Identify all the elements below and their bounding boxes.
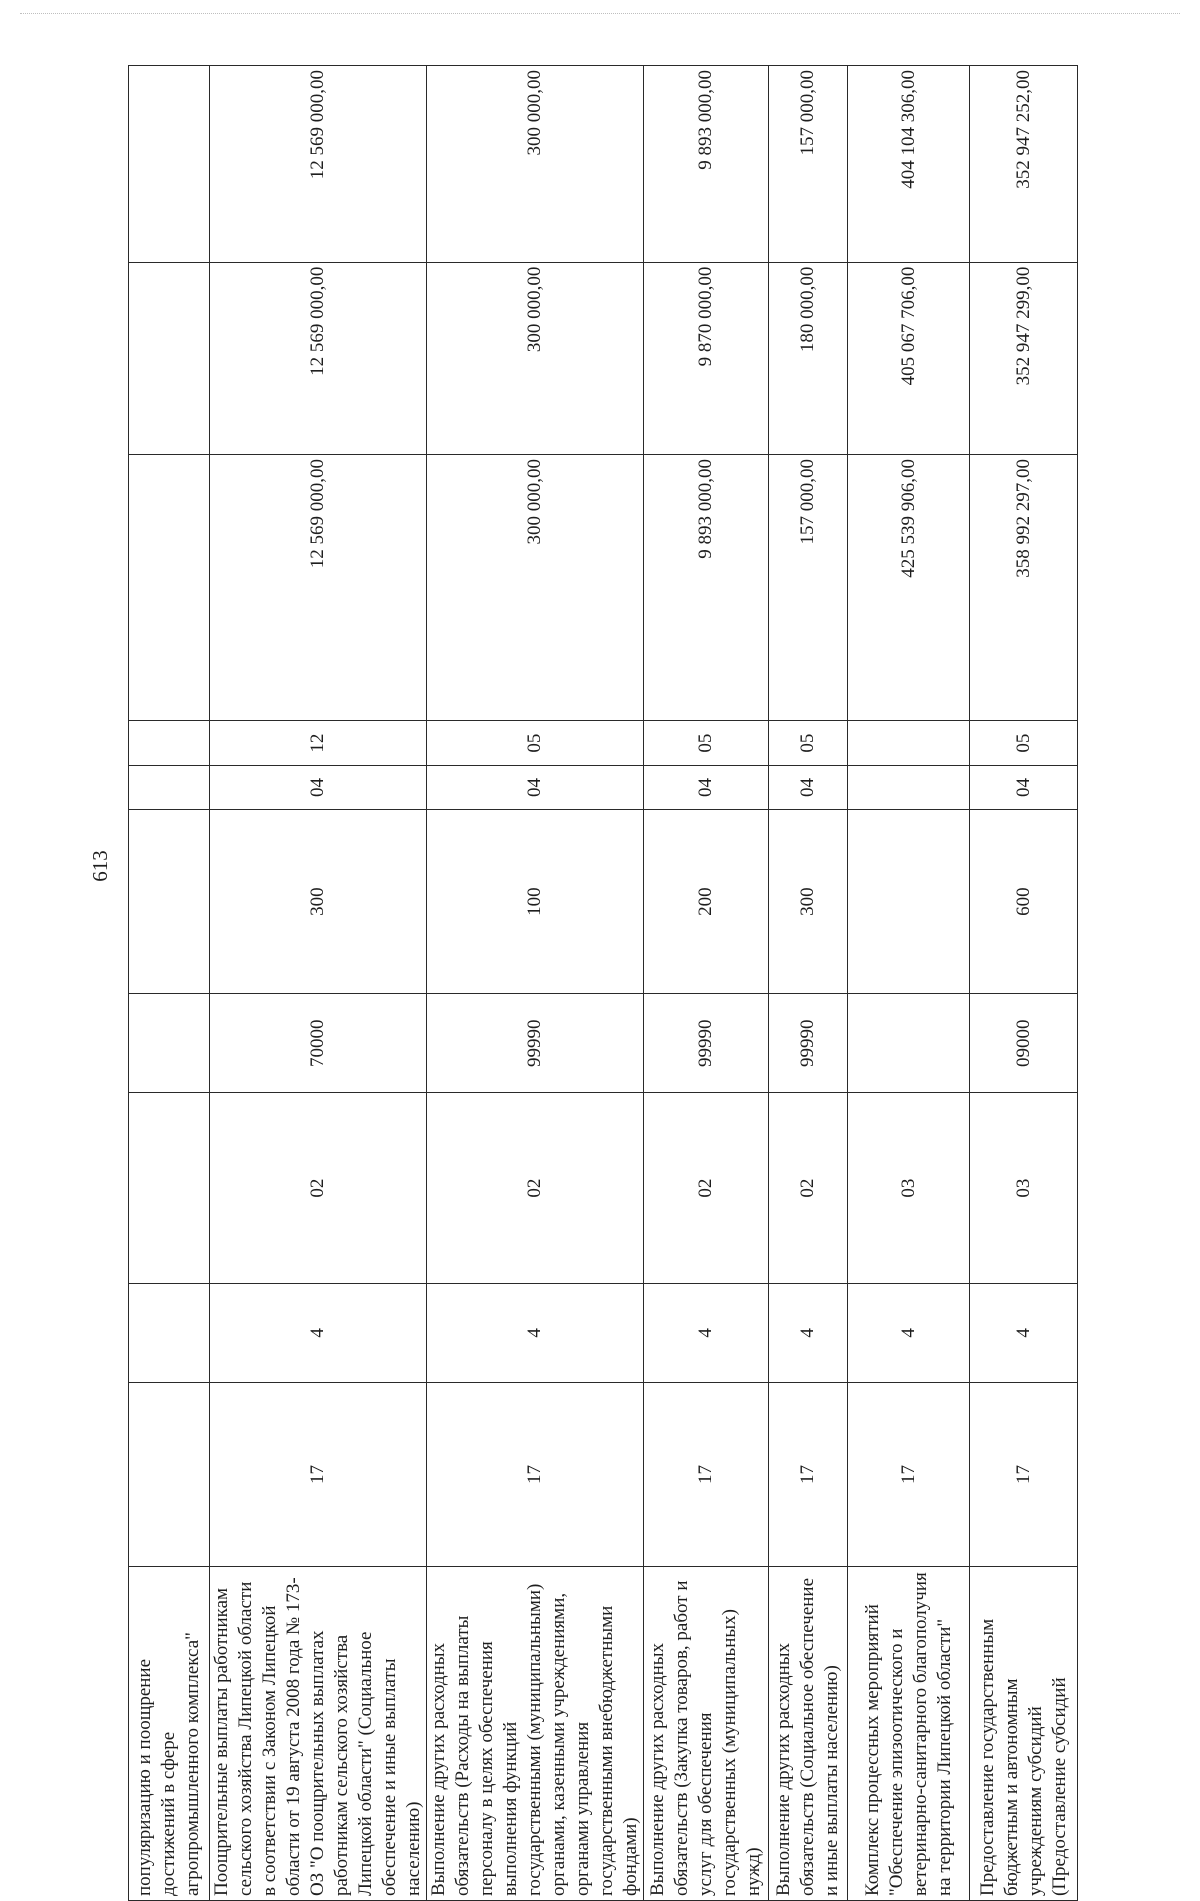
code-cell: 17 xyxy=(210,1383,427,1567)
expense-type-cell: 300 xyxy=(769,810,848,994)
row-name: Выполнение других расходных обязательств (Социальное обеспечение и иные выплаты населению) xyxy=(769,1566,848,1900)
amount-year3-cell: 9 893 000,00 xyxy=(644,66,769,263)
section-cell: 4 xyxy=(210,1283,427,1382)
amount-year2-cell xyxy=(129,262,210,454)
table-row xyxy=(427,66,644,1901)
program-cell: 70000 xyxy=(210,994,427,1093)
amount-year3-cell: 352 947 252,00 xyxy=(970,66,1078,263)
row-name: Поощрительные выплаты работникам сельского хозяйства Липецкой области в соответствии с Законом Липецкой области от 19 августа 2008 года № 173-ОЗ "О поощрительных выплатах работникам сельского хозяйства Липецкой области" (Социальное обеспечение и иные выплаты населению) xyxy=(210,1566,427,1900)
expense-type-cell xyxy=(129,810,210,994)
article-part2-cell: 05 xyxy=(970,721,1078,765)
subsection-cell xyxy=(129,1093,210,1283)
table-row xyxy=(210,66,427,1901)
row-name: Выполнение других расходных обязательств (Закупка товаров, работ и услуг для обеспечения государственных (муниципальных) нужд) xyxy=(644,1566,769,1900)
row-name: Предоставление государственным бюджетным и автономным учреждениям субсидий (Предоставление субсидий xyxy=(970,1566,1078,1900)
top-border-line xyxy=(20,13,1180,14)
amount-year3-cell xyxy=(129,66,210,263)
table-row xyxy=(848,66,970,1901)
rotated-page-content xyxy=(128,65,1076,1901)
expense-type-cell: 300 xyxy=(210,810,427,994)
article-part2-cell xyxy=(848,721,970,765)
row-name: Выполнение других расходных обязательств (Расходы на выплаты персоналу в целях обеспечения выполнения функций государственными (муниципальными) органами, казенными учреждениями, органами управления государственными внебюджетными фондами) xyxy=(427,1566,644,1900)
section-cell xyxy=(129,1283,210,1382)
section-cell: 4 xyxy=(644,1283,769,1382)
amount-year2-cell: 352 947 299,00 xyxy=(970,262,1078,454)
subsection-cell: 03 xyxy=(970,1093,1078,1283)
code-cell: 17 xyxy=(970,1383,1078,1567)
amount-year3-cell: 12 569 000,00 xyxy=(210,66,427,263)
section-cell: 4 xyxy=(848,1283,970,1382)
amount-year3-cell: 157 000,00 xyxy=(769,66,848,263)
table-row xyxy=(129,66,210,1901)
code-cell: 17 xyxy=(644,1383,769,1567)
program-cell: 09000 xyxy=(970,994,1078,1093)
article-part1-cell xyxy=(848,765,970,809)
subsection-cell: 02 xyxy=(644,1093,769,1283)
article-part1-cell: 04 xyxy=(769,765,848,809)
amount-year3-cell: 404 104 306,00 xyxy=(848,66,970,263)
row-name: популяризацию и поощрение достижений в сфере агропромышленного комплекса" xyxy=(129,1566,210,1900)
amount-year1-cell: 300 000,00 xyxy=(427,455,644,721)
section-cell: 4 xyxy=(427,1283,644,1382)
expense-type-cell: 600 xyxy=(970,810,1078,994)
page-number: 613 xyxy=(88,850,112,882)
article-part1-cell: 04 xyxy=(210,765,427,809)
code-cell xyxy=(129,1383,210,1567)
row-name: Комплекс процессных мероприятий "Обеспечение эпизоотического и ветеринарно-санитарного благополучия на территории Липецкой области" xyxy=(848,1566,970,1900)
amount-year1-cell: 358 992 297,00 xyxy=(970,455,1078,721)
article-part1-cell xyxy=(129,765,210,809)
expense-type-cell: 100 xyxy=(427,810,644,994)
amount-year3-cell: 300 000,00 xyxy=(427,66,644,263)
table-row xyxy=(769,66,848,1901)
amount-year2-cell: 180 000,00 xyxy=(769,262,848,454)
amount-year1-cell: 157 000,00 xyxy=(769,455,848,721)
program-cell: 99990 xyxy=(644,994,769,1093)
code-cell: 17 xyxy=(769,1383,848,1567)
amount-year1-cell xyxy=(129,455,210,721)
article-part2-cell: 12 xyxy=(210,721,427,765)
program-cell xyxy=(129,994,210,1093)
table-row xyxy=(970,66,1078,1901)
program-cell xyxy=(848,994,970,1093)
amount-year2-cell: 9 870 000,00 xyxy=(644,262,769,454)
amount-year1-cell: 12 569 000,00 xyxy=(210,455,427,721)
table-row xyxy=(644,66,769,1901)
expense-type-cell: 200 xyxy=(644,810,769,994)
amount-year2-cell: 405 067 706,00 xyxy=(848,262,970,454)
amount-year2-cell: 300 000,00 xyxy=(427,262,644,454)
program-cell: 99990 xyxy=(769,994,848,1093)
section-cell: 4 xyxy=(970,1283,1078,1382)
amount-year1-cell: 425 539 906,00 xyxy=(848,455,970,721)
article-part1-cell: 04 xyxy=(644,765,769,809)
article-part2-cell xyxy=(129,721,210,765)
article-part2-cell: 05 xyxy=(427,721,644,765)
code-cell: 17 xyxy=(848,1383,970,1567)
expense-type-cell xyxy=(848,810,970,994)
article-part2-cell: 05 xyxy=(769,721,848,765)
section-cell: 4 xyxy=(769,1283,848,1382)
article-part1-cell: 04 xyxy=(427,765,644,809)
subsection-cell: 02 xyxy=(427,1093,644,1283)
amount-year1-cell: 9 893 000,00 xyxy=(644,455,769,721)
subsection-cell: 03 xyxy=(848,1093,970,1283)
subsection-cell: 02 xyxy=(210,1093,427,1283)
article-part2-cell: 05 xyxy=(644,721,769,765)
budget-table xyxy=(128,65,1078,1901)
code-cell: 17 xyxy=(427,1383,644,1567)
amount-year2-cell: 12 569 000,00 xyxy=(210,262,427,454)
article-part1-cell: 04 xyxy=(970,765,1078,809)
program-cell: 99990 xyxy=(427,994,644,1093)
subsection-cell: 02 xyxy=(769,1093,848,1283)
